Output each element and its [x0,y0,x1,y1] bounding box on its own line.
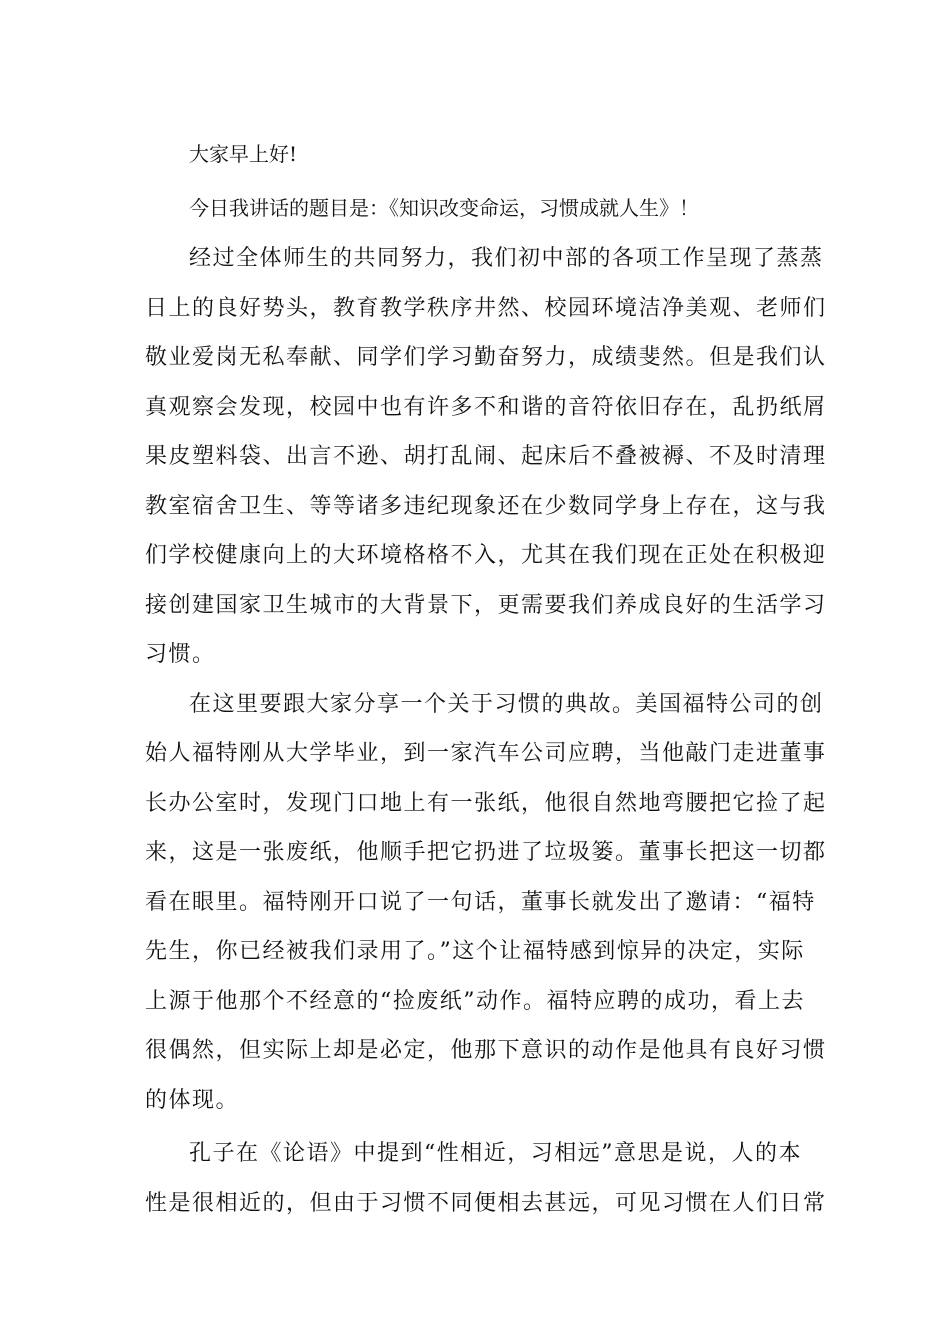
paragraph-line: 始人福特刚从大学毕业，到一家汽车公司应聘，当他敲门走进董事 [145,741,827,766]
greeting: 大家早上好! [189,142,298,166]
paragraph-line: 性是很相近的，但由于习惯不同便相去甚远，可见习惯在人们日常 [145,1190,827,1216]
paragraph-line: 上源于他那个不经意的“捡废纸”动作。福特应聘的成功，看上去 [145,988,805,1014]
paragraph-line: 果皮塑料袋、出言不逊、胡打乱闹、起床后不叠被褥、不及时清理 [145,444,827,469]
paragraph-line: 经过全体师生的共同努力，我们初中部的各项工作呈现了蒸蒸 [189,246,824,271]
paragraph-confucius [145,1129,827,1228]
paragraph-line: 敬业爱岗无私奉献、同学们学习勤奋努力，成绩斐然。但是我们认 [145,345,827,370]
paragraph-line: 真观察会发现，校园中也有许多不和谐的音符依旧存在，乱扔纸屑 [145,394,827,420]
paragraph-line: 的体现。 [145,1087,240,1113]
paragraph-line: 接创建国家卫生城市的大背景下，更需要我们养成良好的生活学习 [145,592,827,618]
paragraph-line: 教室宿舍卫生、等等诸多违纪现象还在少数同学身上存在，这与我 [145,493,827,519]
paragraph-line: 们学校健康向上的大环境格格不入，尤其在我们现在正处在积极迎 [145,543,827,568]
paragraph-line: 看在眼里。福特刚开口说了一句话，董事长就发出了邀请：“福特 [145,889,816,915]
paragraph-ford-story [145,680,827,1126]
paragraph-line: 习惯。 [145,642,216,667]
paragraph-line: 在这里要跟大家分享一个关于习惯的典故。美国福特公司的创 [189,691,824,717]
paragraph-line: 很偶然，但实际上却是必定，他那下意识的动作是他具有良好习惯 [145,1038,827,1063]
speech-title: 今日我讲话的题目是：《知识改变命运，习惯成就人生》！ [189,196,699,220]
paragraph-line: 孔子在《论语》中提到“性相近，习相远”意思是说，人的本 [189,1141,802,1166]
paragraph-line: 先生，你已经被我们录用了。”这个让福特感到惊异的决定，实际 [145,939,805,964]
paragraph-campus-situation [145,234,827,680]
paragraph-line: 日上的良好势头，教育教学秩序井然、校园环境洁净美观、老师们 [145,295,827,321]
speech-text [145,132,827,1228]
paragraph-line: 长办公室时，发现门口地上有一张纸，他很自然地弯腰把它捡了起 [145,790,827,816]
paragraph-line: 来，这是一张废纸，他顺手把它扔进了垃圾篓。董事长把这一切都 [145,840,827,865]
